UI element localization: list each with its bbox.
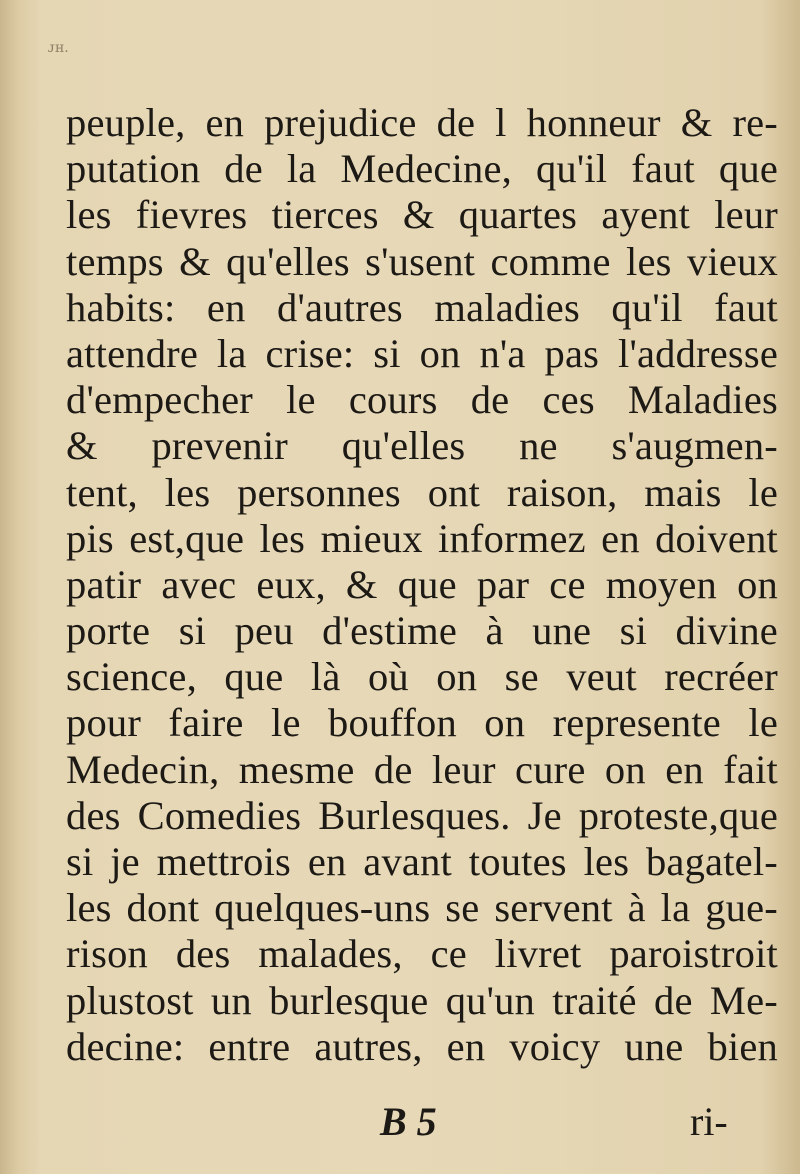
text-line: si je mettrois en avant toutes les bagatel- — [66, 839, 778, 884]
page-footer — [0, 1098, 800, 1146]
text-line: des Comedies Burlesques. Je proteste,que — [66, 792, 778, 838]
text-line: habits: en d'autres maladies qu'il faut — [66, 284, 778, 330]
text-line: Medecin, mesme de leur cure on en fait — [66, 746, 778, 792]
text-line: rison des malades, ce livret paroistroit — [66, 931, 778, 977]
text-line: decine: entre autres, en voicy une bien — [66, 1023, 778, 1069]
text-line: pis est,que les mieux informez en doivent — [66, 515, 778, 561]
text-line: peuple, en prejudice de l honneur & re- — [66, 100, 778, 145]
signature-mark: B 5 — [380, 1099, 437, 1144]
catchword: ri- — [690, 1099, 728, 1144]
text-line: temps & qu'elles s'usent comme les vieux — [66, 238, 778, 284]
text-line: porte si peu d'estime à une si divine — [66, 608, 778, 654]
text-line: attendre la crise: si on n'a pas l'addresse — [66, 330, 778, 376]
text-line: les fievres tierces & quartes ayent leur — [66, 192, 778, 238]
text-line: plustost un burlesque qu'un traité de Me- — [66, 977, 778, 1023]
text-line: les dont quelques-uns se servent à la gue- — [66, 885, 778, 931]
text-line: & prevenir qu'elles ne s'augmen- — [66, 423, 778, 469]
text-line: d'empecher le cours de ces Maladies — [66, 377, 778, 423]
text-line: tent, les personnes ont raison, mais le — [66, 469, 778, 515]
margin-mark: ᴊʜ. — [48, 40, 69, 56]
text-line: putation de la Medecine, qu'il faut que — [66, 146, 778, 192]
text-line: science, que là où on se veut recréer — [66, 654, 778, 700]
body-text — [66, 100, 778, 1070]
text-line: pour faire le bouffon on represente le — [66, 700, 778, 746]
text-line: patir avec eux, & que par ce moyen on — [66, 561, 778, 607]
